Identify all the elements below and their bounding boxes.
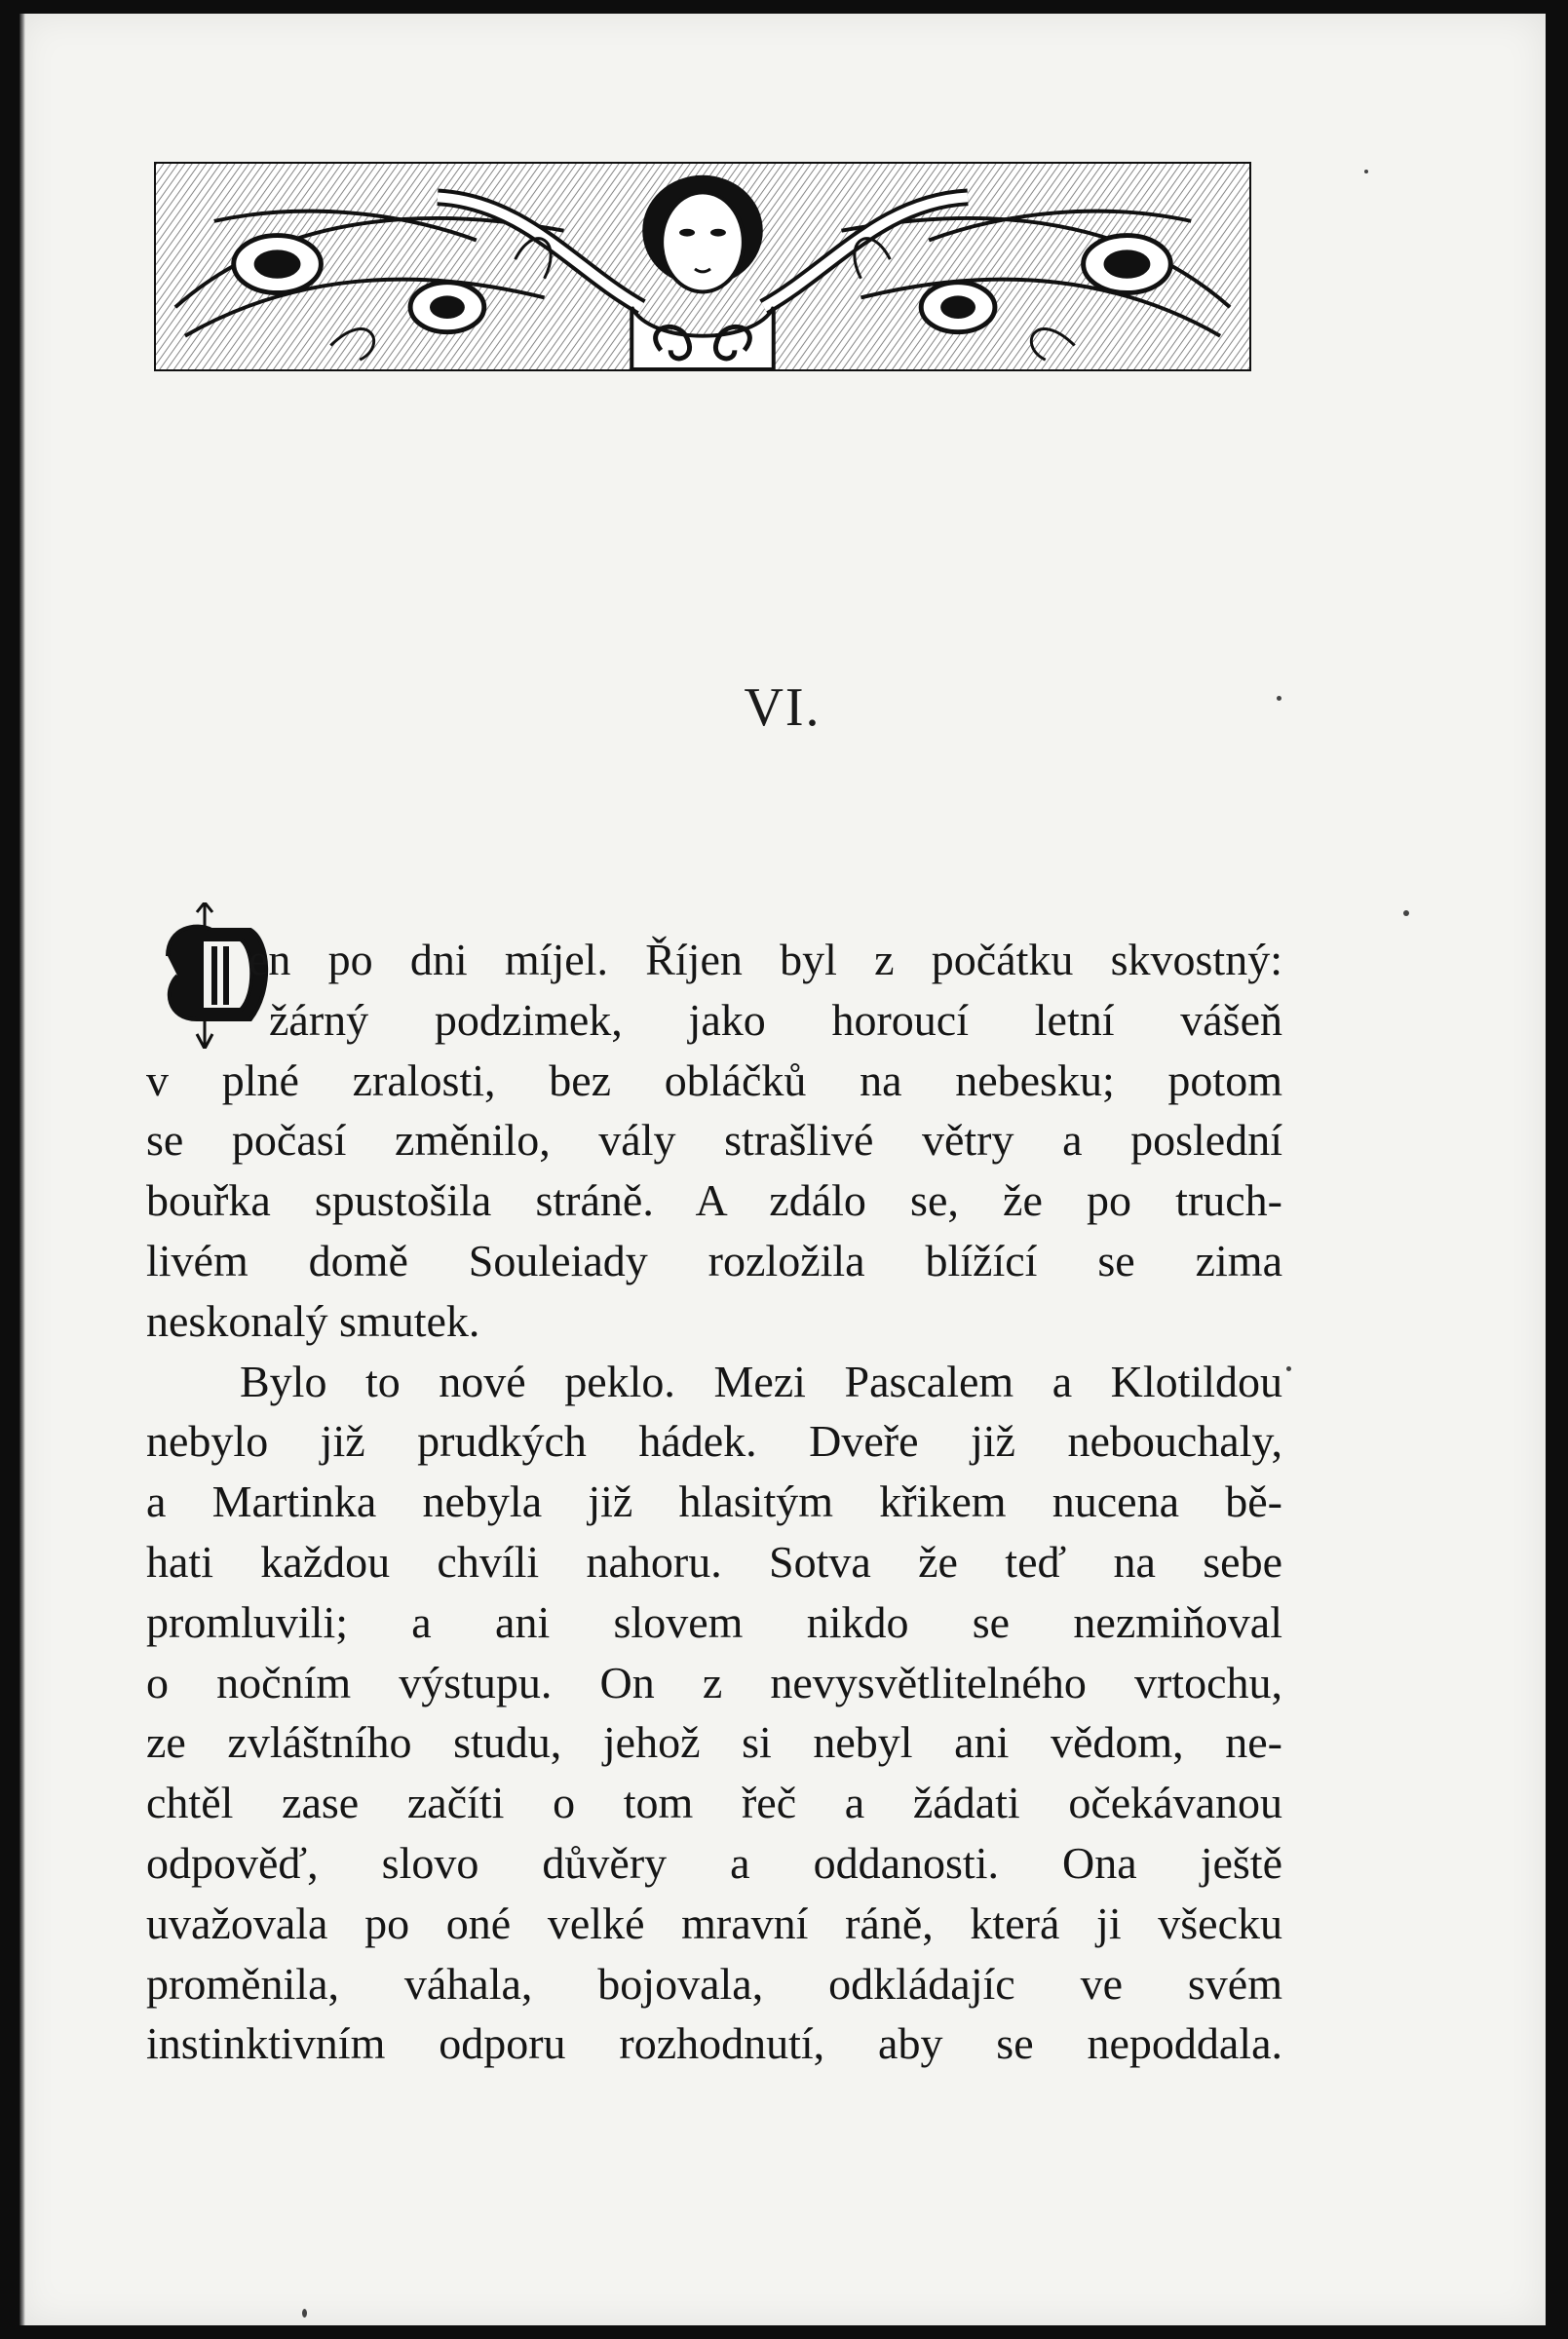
text-line: žárný podzimek, jako horoucí letní vášeň (269, 994, 1282, 1045)
text-line: hati každou chvíli nahoru. Sotva že teď na sebe (146, 1536, 1282, 1587)
text-line: instinktivním odporu rozhodnutí, aby se nepoddala. (146, 2018, 1282, 2069)
print-speck (1286, 1366, 1291, 1371)
page-fold (19, 14, 25, 2325)
print-speck (1277, 696, 1281, 701)
text-line: odpověď, slovo důvěry a oddanosti. Ona ještě (146, 1837, 1282, 1888)
print-speck (302, 2309, 307, 2318)
text-line: se počasí změnilo, vály strašlivé větry a poslední (146, 1115, 1282, 1166)
book-page (19, 14, 1546, 2325)
text-line: Bylo to nové peklo. Mezi Pascalem a Klotildou (240, 1356, 1282, 1406)
text-line: v plné zralosti, bez obláčků na nebesku; potom (146, 1054, 1282, 1105)
text-line: livém domě Souleiady rozložila blížící se zima (146, 1235, 1282, 1285)
headpiece-engraving-icon (156, 164, 1249, 369)
text-line: uvažovala po oné velké mravní ráně, která ji všecku (146, 1898, 1282, 1948)
text-line: a Martinka nebyla již hlasitým křikem nucena bě- (146, 1476, 1282, 1527)
print-speck (1403, 910, 1409, 916)
chapter-number: VI. (744, 677, 822, 738)
text-line: nebylo již prudkých hádek. Dveře již nebouchaly, (146, 1416, 1282, 1467)
text-line: chtěl zase začíti o tom řeč a žádati očekávanou (146, 1778, 1282, 1828)
print-speck (1364, 170, 1368, 173)
body-text (146, 930, 1282, 2074)
text-line: ze zvláštního studu, jehož si nebyl ani vědom, ne- (146, 1717, 1282, 1768)
text-line: en po dni míjel. Říjen byl z počátku skvostný: (249, 935, 1282, 984)
text-line: proměnila, váhala, bojovala, odkládajíc ve svém (146, 1958, 1282, 2009)
text-line: promluvili; a ani slovem nikdo se nezmiňoval (146, 1596, 1282, 1647)
decorative-headpiece (154, 162, 1251, 371)
text-line: neskonalý smutek. (146, 1295, 480, 1346)
text-line: o nočním výstupu. On z nevysvětlitelného vrtochu, (146, 1657, 1282, 1707)
text-line: bouřka spustošila stráně. A zdálo se, že po truch- (146, 1175, 1282, 1226)
